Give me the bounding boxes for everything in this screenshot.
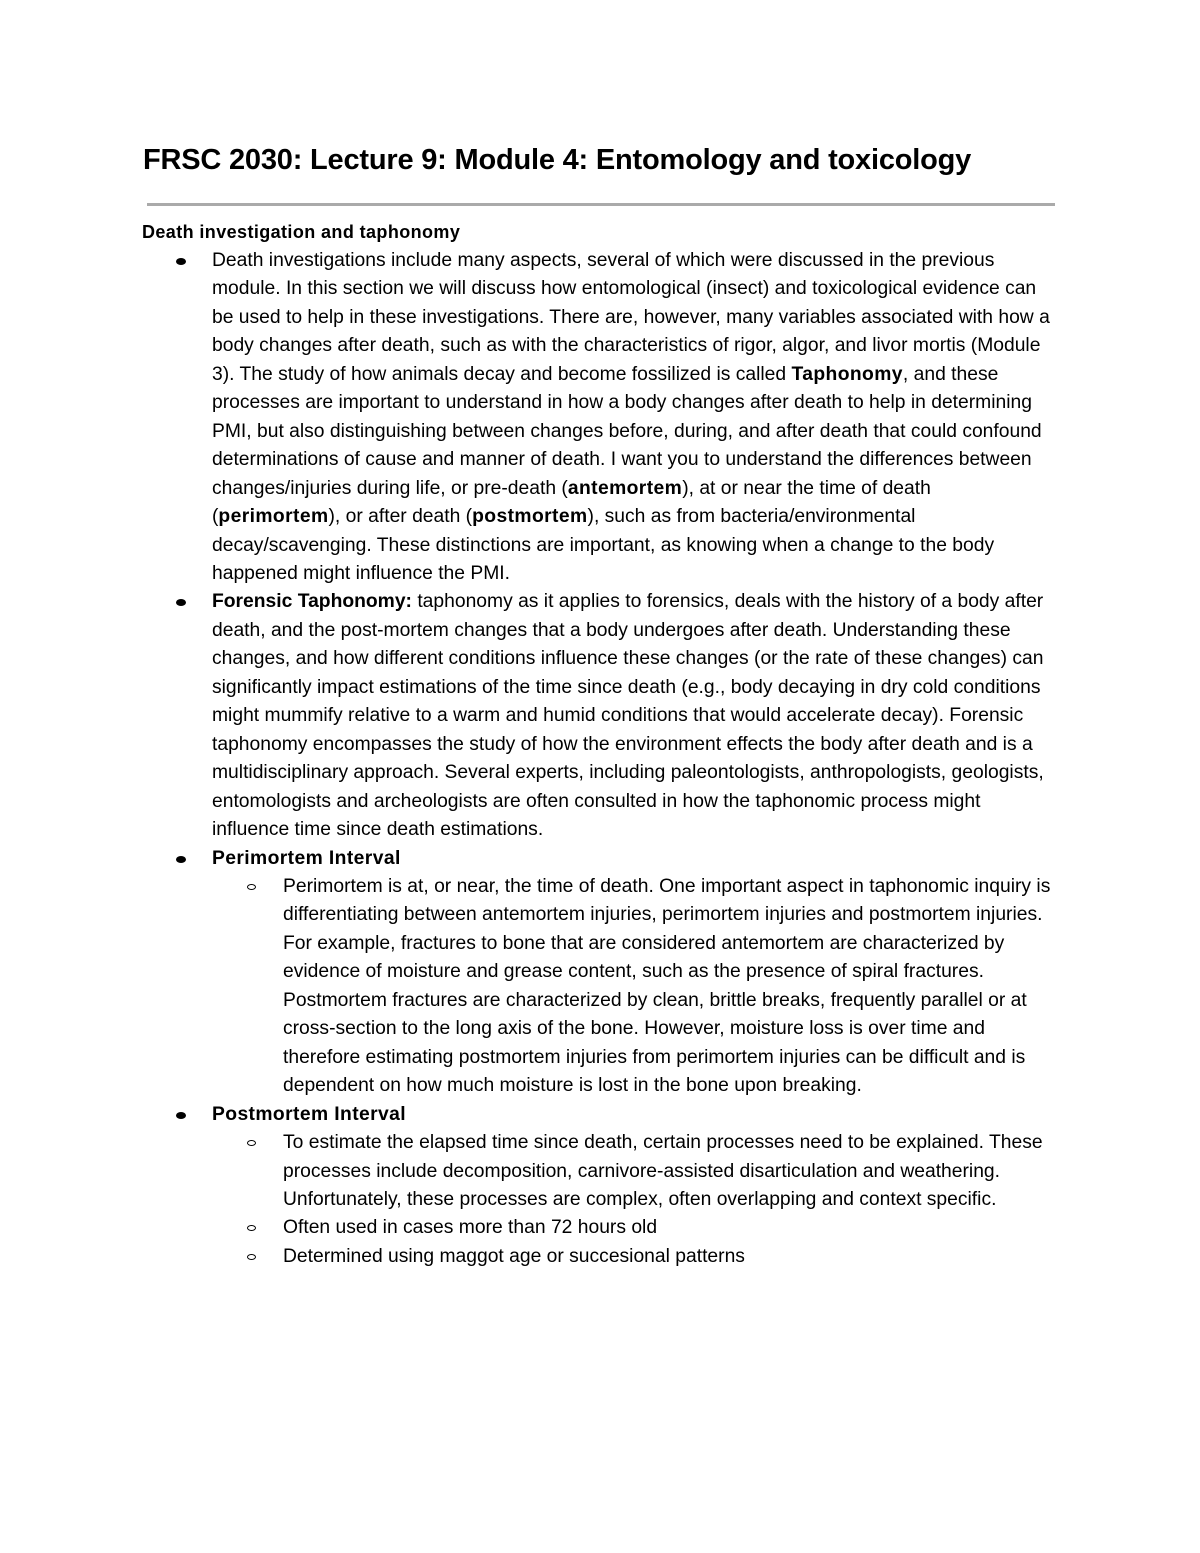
term-taphonomy: Taphonomy [791,363,903,385]
bullet-icon [176,258,186,265]
item-text: , and these processes are important to understand in how a body changes after death to help in determining PMI, but also distinguishing between changes before, during, and after death that could confound determinations of cause and manner of death. I want you to understand the differences between changes/injuries during life, or pre-death ( [212,363,1042,499]
item-label: Perimortem Interval [212,847,401,869]
item-text: Determined using maggot age or succesional patterns [283,1245,745,1267]
bullet-list [0,247,1200,1271]
bullet-icon [176,599,186,606]
sub-list-item [0,1214,1061,1242]
item-label: Postmortem Interval [212,1103,407,1125]
sub-list-item [0,1243,1061,1271]
item-text: Often used in cases more than 72 hours old [283,1217,658,1239]
circle-bullet-icon [247,1225,256,1231]
circle-bullet-icon [247,1140,256,1146]
sub-list-item [0,873,1061,1101]
item-text: taphonomy as it applies to forensics, deals with the history of a body after death, and the post-mortem changes that a body undergoes after death. Understanding these changes, and how different conditions influence these changes (or the rate of these changes) can significantly impact estimations of the time since death (e.g., body decaying in dry cold conditions might mummify relative to a warm and humid conditions that would accelerate decay). Forensic taphonomy encompasses the study of how the environment effects the body after death and is a multidisciplinary approach. Several experts, including paleontologists, anthropologists, geologists, entomologists and archeologists are often consulted in how the taphonomic process might influence time since death estimations. [212,591,1044,841]
list-item [0,1101,1060,1129]
list-item [0,588,1060,844]
term-postmortem: postmortem [472,506,588,528]
section-heading: Death investigation and taphonomy [142,222,461,242]
item-label: Forensic Taphonomy: [212,591,412,613]
bullet-icon [176,856,186,863]
bullet-icon [176,1112,186,1119]
item-text: ), such as from bacteria/environmental decay/scavenging. These distinctions are important, as knowing when a change to the body happened might influence the PMI. [212,506,995,584]
sub-list-item [0,1129,1061,1214]
list-item [0,845,1060,873]
item-text: ), or after death ( [328,506,473,528]
list-item [0,247,1060,588]
circle-bullet-icon [247,884,256,890]
item-text: ), at or near the time of death ( [212,477,931,528]
horizontal-rule [147,203,1055,206]
term-perimortem: perimortem [218,506,329,528]
circle-bullet-icon [247,1254,256,1260]
item-text: Death investigations include many aspects, several of which were discussed in the previous module. In this section we will discuss how entomological (insect) and toxicological evidence can be used to help in these investigations. There are, however, many variables associated with how a body changes after death, such as with the characteristics of rigor, algor, and livor mortis (Module 3). The study of how animals decay and become fossilized is called [212,250,1050,385]
term-antemortem: antemortem [567,477,683,499]
item-text: Perimortem is at, or near, the time of death. One important aspect in taphonomic inquiry is differentiating between antemortem injuries, perimortem injuries and postmortem injuries. For example, fractures to bone that are considered antemortem are characterized by evidence of moisture and grease content, such as the presence of spiral fractures. Postmortem fractures are characterized by clean, brittle breaks, frequently parallel or at cross-section to the long axis of the bone. However, moisture loss is over time and therefore estimating postmortem injuries from perimortem injuries can be difficult and is dependent on how much moisture is lost in the bone upon breaking. [283,875,1051,1097]
item-text: To estimate the elapsed time since death, certain processes need to be explained. These processes include decomposition, carnivore-assisted disarticulation and weathering. Unfortunately, these processes are complex, often overlapping and context specific. [283,1132,1043,1210]
document-title: FRSC 2030: Lecture 9: Module 4: Entomology and toxicology [143,144,972,176]
